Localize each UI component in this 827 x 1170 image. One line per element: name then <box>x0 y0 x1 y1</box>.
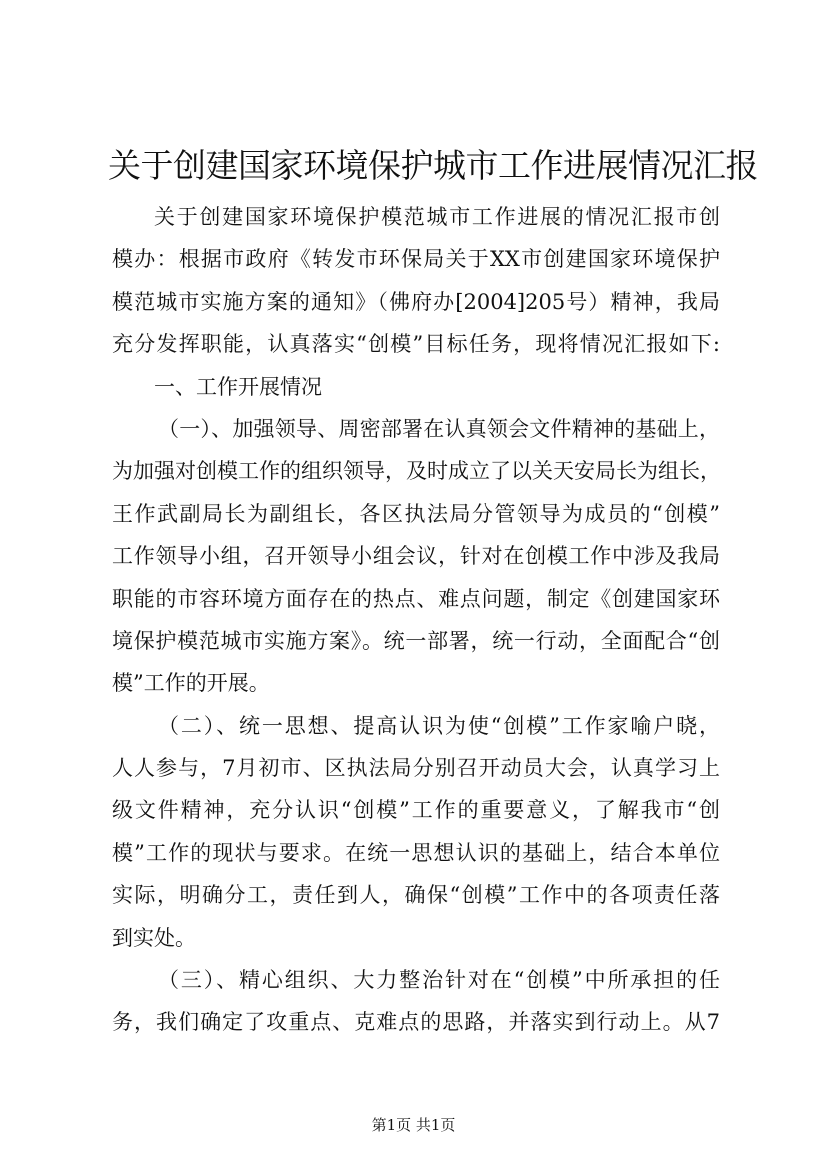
document-title: 关于创建国家环境保护城市工作进展情况汇报 <box>108 146 758 185</box>
paragraph-line: 人人参与，7月初市、区执法局分别召开动员大会，认真学习上 <box>112 756 720 781</box>
paragraph-line: 模范城市实施方案的通知》（佛府办[2004]205号）精神，我局 <box>112 289 720 314</box>
paragraph-line: （三）、精心组织、大力整治针对在“创模”中所承担的任 <box>158 968 720 993</box>
paragraph-line: 充分发挥职能，认真落实“创模”目标任务，现将情况汇报如下: <box>112 332 720 357</box>
paragraph-line: 模办：根据市政府《转发市环保局关于XX市创建国家环境保护 <box>112 247 720 272</box>
paragraph-line: 模”工作的现状与要求。在统一思想认识的基础上，结合本单位 <box>112 840 720 865</box>
page-number-footer: 第1页 共1页 <box>371 1116 456 1134</box>
document-body <box>112 196 720 1044</box>
paragraph-line: 务，我们确定了攻重点、克难点的思路，并落实到行动上。从7 <box>112 1010 720 1035</box>
section-heading: 一、工作开展情况 <box>154 374 322 399</box>
paragraph-line: 实际，明确分工，责任到人，确保“创模”工作中的各项责任落 <box>112 883 720 908</box>
paragraph-line: （一）、加强领导、周密部署在认真领会文件精神的基础上， <box>158 416 720 441</box>
paragraph-line: 境保护模范城市实施方案》。统一部署，统一行动，全面配合“创 <box>112 628 720 653</box>
paragraph-line: 到实处。 <box>112 925 196 950</box>
paragraph-line: 为加强对创模工作的组织领导，及时成立了以关天安局长为组长， <box>112 459 721 484</box>
paragraph-line: 职能的市容环境方面存在的热点、难点问题，制定《创建国家环 <box>112 586 720 611</box>
paragraph-line: 工作领导小组，召开领导小组会议，针对在创模工作中涉及我局 <box>112 544 720 569</box>
paragraph-line: （二）、统一思想、提高认识为使“创模”工作家喻户晓， <box>158 713 720 738</box>
paragraph-line: 级文件精神，充分认识“创模”工作的重要意义，了解我市“创 <box>112 798 720 823</box>
paragraph-line: 模”工作的开展。 <box>112 671 270 696</box>
paragraph-line: 关于创建国家环境保护模范城市工作进展的情况汇报市创 <box>154 205 720 229</box>
paragraph-line: 王作武副局长为副组长，各区执法局分管领导为成员的“创模” <box>112 501 720 526</box>
